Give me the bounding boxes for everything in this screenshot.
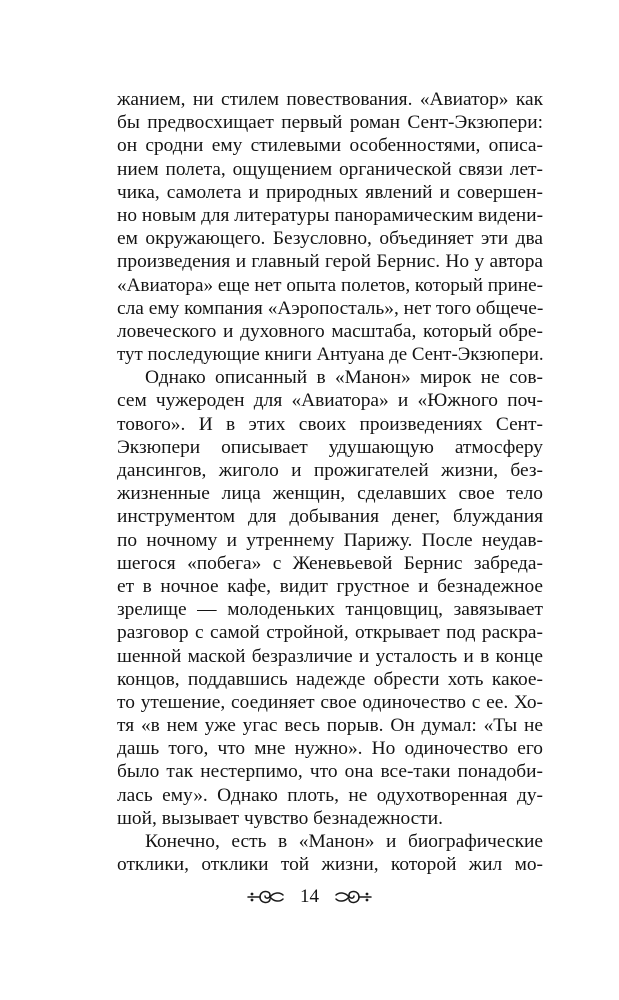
text-line: то утешение, соединяет свое одиночество с ее. Хо- <box>117 691 543 713</box>
text-line: чика, самолета и природных явлений и совершен- <box>117 181 543 203</box>
text-line: бы предвосхищает первый роман Сент-Экзюпери: <box>117 112 543 134</box>
text-line: отклики, отклики той жизни, которой жил мо- <box>117 854 543 876</box>
text-line: Экзюпери описывает удушающую атмосферу <box>117 436 543 458</box>
text-line: лась ему». Однако плоть, не одухотворенная ду- <box>117 784 543 806</box>
floral-ornament-icon <box>333 886 373 908</box>
text-line: тя «в нем уже угас весь порыв. Он думал: «Ты не <box>117 715 543 737</box>
text-line: шой, вызывает чувство безнадежности. <box>117 807 443 829</box>
text-line: по ночному и утреннему Парижу. После неудав- <box>117 529 543 551</box>
page-number: 14 <box>300 886 319 907</box>
text-line: концов, поддавшись надежде обрести хоть какое- <box>117 668 543 690</box>
text-line: он сродни ему стилевыми особенностями, описа- <box>117 135 543 157</box>
text-line: сла ему компания «Аэропосталь», нет того общече- <box>117 297 544 319</box>
text-line: произведения и главный герой Бернис. Но у автора <box>117 251 543 273</box>
paragraph-3 <box>117 830 543 876</box>
floral-ornament-icon <box>246 886 286 908</box>
text-line: разговор с самой стройной, открывает под раскра- <box>117 622 543 644</box>
text-line: дашь того, что мне нужно». Но одиночество его <box>117 738 543 760</box>
text-line: тового». И в этих своих произведениях Сент- <box>117 413 543 435</box>
text-line: жанием, ни стилем повествования. «Авиатор» как <box>117 89 543 110</box>
text-line: ем окружающего. Безусловно, объединяет эти два <box>117 228 543 250</box>
text-line: нием полета, ощущением органической связи лет- <box>117 158 543 180</box>
text-line: ловеческого и духовного масштаба, который обре- <box>117 320 543 342</box>
text-line: сем чужероден для «Авиатора» и «Южного поч- <box>117 390 543 412</box>
text-line: жизненные лица женщин, сделавших свое тело <box>117 483 543 505</box>
body-text <box>117 88 543 876</box>
text-line: но новым для литературы панорамическим видени- <box>117 204 543 226</box>
text-line: тут последующие книги Антуана де Сент-Экзюпери. <box>117 344 544 366</box>
page-footer <box>0 880 619 914</box>
text-line: шенной маской безразличие и усталость и в конце <box>117 645 543 667</box>
paragraph-2 <box>117 366 543 830</box>
text-line: ет в ночное кафе, видит грустное и безнадежное <box>117 575 543 597</box>
paragraph-1 <box>117 88 543 366</box>
text-line: Однако описанный в «Манон» мирок не сов- <box>145 367 543 389</box>
text-line: зрелище — молоденьких танцовщиц, завязывает <box>117 599 543 621</box>
text-line: шегося «побега» с Женевьевой Бернис забреда- <box>117 552 543 574</box>
text-line: Конечно, есть в «Манон» и биографические <box>145 831 543 852</box>
text-line: инструментом для добывания денег, блуждания <box>117 506 543 528</box>
text-line: «Авиатора» еще нет опыта полетов, который прине- <box>117 274 543 296</box>
text-line: было так нестерпимо, что она все-таки понадоби- <box>117 761 543 783</box>
text-line: дансингов, жиголо и прожигателей жизни, без- <box>117 460 543 481</box>
